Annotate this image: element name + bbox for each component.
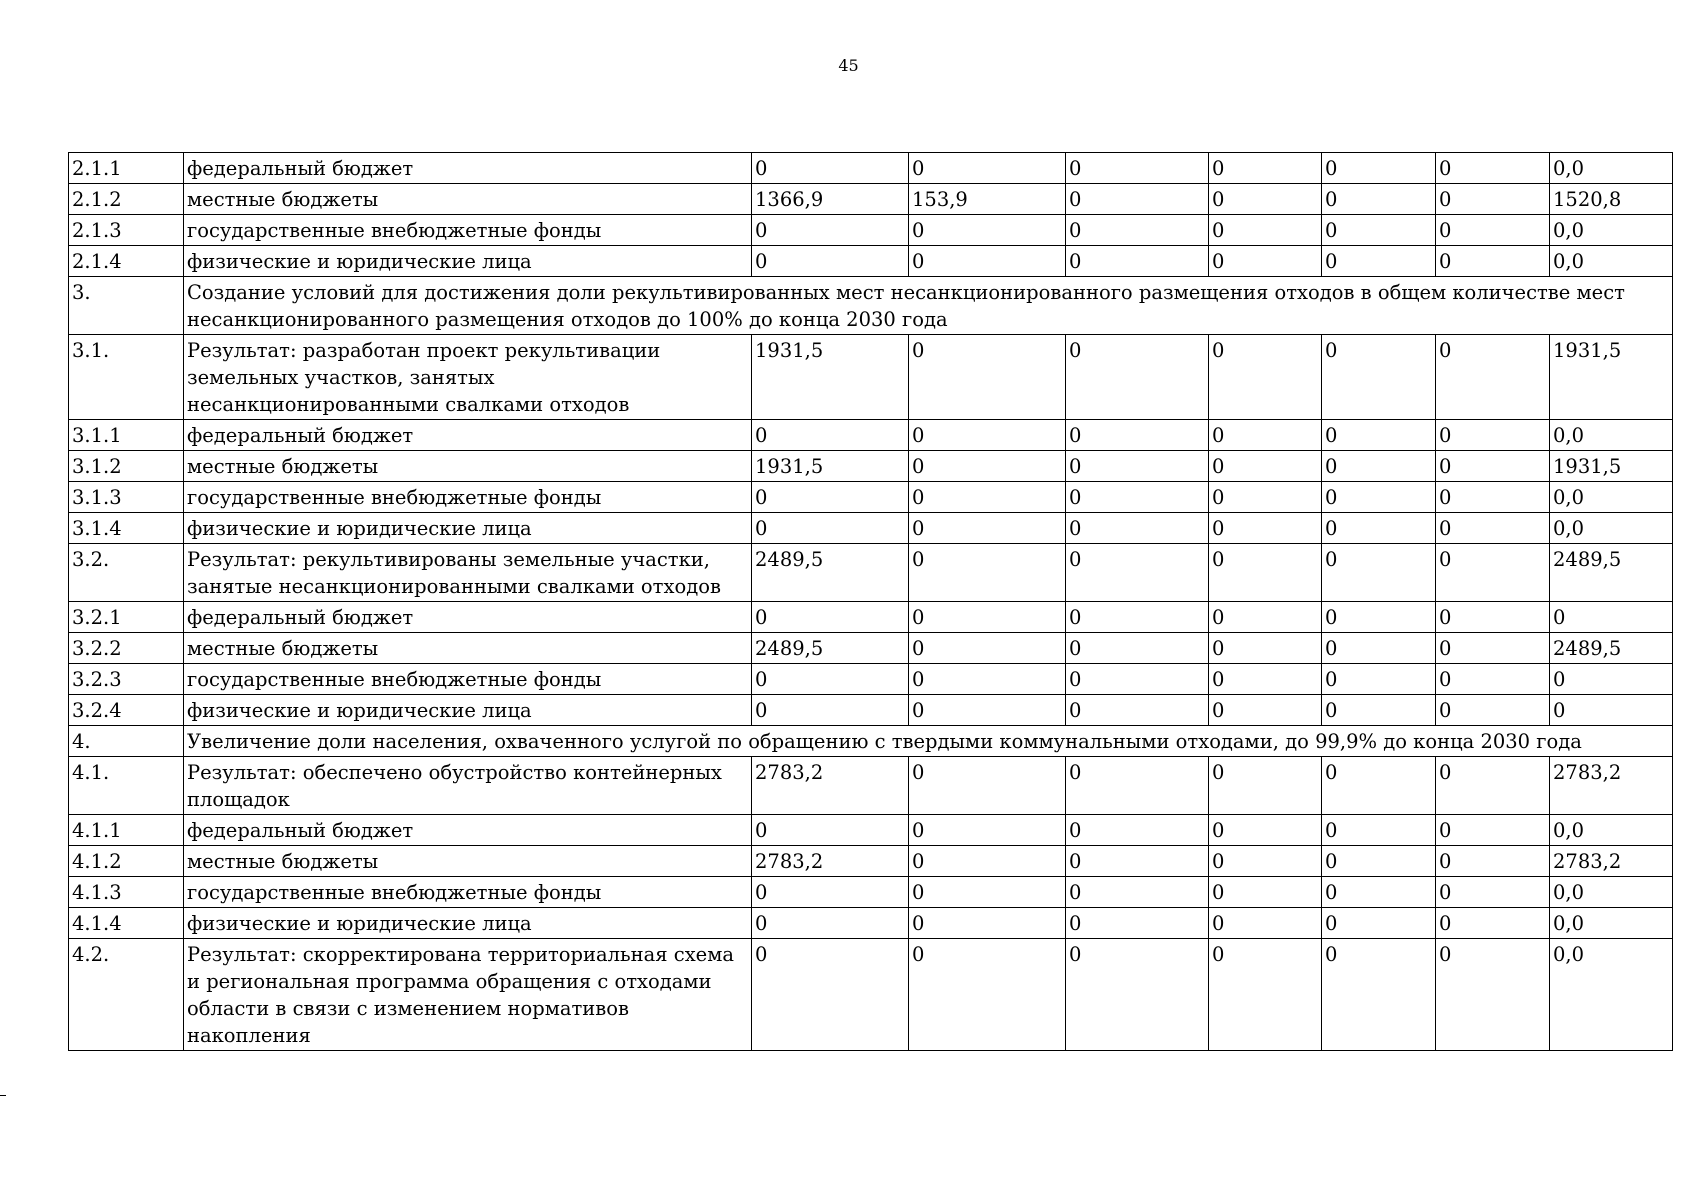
row-code-cell: 3. <box>69 277 184 335</box>
value-cell: 0 <box>1322 695 1436 726</box>
table-row <box>69 513 1673 544</box>
value-cell: 0 <box>752 153 909 184</box>
value-cell: 0 <box>1436 513 1550 544</box>
row-name-cell: Результат: скорректирована территориальная схема и региональная программа обращения с отходами области в связи с изменением нормативов накопления <box>184 939 752 1051</box>
row-name-cell: физические и юридические лица <box>184 513 752 544</box>
value-cell: 0 <box>752 664 909 695</box>
value-cell: 0,0 <box>1550 908 1673 939</box>
value-cell: 0 <box>1209 482 1322 513</box>
value-cell: 0 <box>1066 633 1209 664</box>
value-cell: 0 <box>752 877 909 908</box>
value-cell: 0 <box>1066 815 1209 846</box>
value-cell: 0 <box>1209 939 1322 1051</box>
row-code-cell: 4. <box>69 726 184 757</box>
row-name-cell: федеральный бюджет <box>184 815 752 846</box>
table-row <box>69 482 1673 513</box>
value-cell: 0,0 <box>1550 215 1673 246</box>
value-cell: 0 <box>1066 153 1209 184</box>
row-code-cell: 2.1.4 <box>69 246 184 277</box>
value-cell: 0 <box>909 908 1066 939</box>
value-cell: 0 <box>1322 877 1436 908</box>
value-cell: 0 <box>909 451 1066 482</box>
value-cell: 1931,5 <box>752 335 909 420</box>
value-cell: 0,0 <box>1550 420 1673 451</box>
value-cell: 0 <box>1209 602 1322 633</box>
budget-table <box>68 152 1673 1051</box>
value-cell: 0 <box>1209 757 1322 815</box>
value-cell: 0 <box>1322 420 1436 451</box>
row-name-cell: федеральный бюджет <box>184 420 752 451</box>
row-code-cell: 3.1.4 <box>69 513 184 544</box>
row-name-cell: государственные внебюджетные фонды <box>184 482 752 513</box>
value-cell: 0 <box>1066 846 1209 877</box>
row-name-cell: государственные внебюджетные фонды <box>184 877 752 908</box>
row-code-cell: 3.2.4 <box>69 695 184 726</box>
value-cell: 0 <box>1436 482 1550 513</box>
value-cell: 0 <box>909 846 1066 877</box>
table-row <box>69 451 1673 482</box>
value-cell: 2489,5 <box>752 544 909 602</box>
table-row <box>69 335 1673 420</box>
table-row <box>69 277 1673 335</box>
row-code-cell: 3.2.3 <box>69 664 184 695</box>
value-cell: 0 <box>909 544 1066 602</box>
value-cell: 2489,5 <box>752 633 909 664</box>
value-cell: 0 <box>1322 664 1436 695</box>
value-cell: 0 <box>1209 544 1322 602</box>
value-cell: 0 <box>1066 757 1209 815</box>
table-row <box>69 602 1673 633</box>
value-cell: 0 <box>1209 420 1322 451</box>
value-cell: 0 <box>1436 602 1550 633</box>
value-cell: 0 <box>1436 695 1550 726</box>
value-cell: 0 <box>1209 513 1322 544</box>
value-cell: 0 <box>909 153 1066 184</box>
value-cell: 0 <box>909 215 1066 246</box>
row-code-cell: 2.1.2 <box>69 184 184 215</box>
row-name-cell: физические и юридические лица <box>184 695 752 726</box>
row-name-cell: местные бюджеты <box>184 633 752 664</box>
value-cell: 0 <box>752 908 909 939</box>
value-cell: 0 <box>1436 939 1550 1051</box>
row-name-cell: Результат: обеспечено обустройство контейнерных площадок <box>184 757 752 815</box>
value-cell: 0,0 <box>1550 246 1673 277</box>
table-row <box>69 544 1673 602</box>
value-cell: 0 <box>1322 757 1436 815</box>
value-cell: 0 <box>1322 513 1436 544</box>
value-cell: 0 <box>1209 451 1322 482</box>
value-cell: 0 <box>1209 335 1322 420</box>
value-cell: 0 <box>1066 215 1209 246</box>
value-cell: 0 <box>1550 664 1673 695</box>
value-cell: 0 <box>1066 695 1209 726</box>
value-cell: 1931,5 <box>1550 451 1673 482</box>
value-cell: 0 <box>1436 664 1550 695</box>
value-cell: 0 <box>909 513 1066 544</box>
table-body <box>69 153 1673 1051</box>
value-cell: 2489,5 <box>1550 633 1673 664</box>
value-cell: 0 <box>1209 246 1322 277</box>
table-row <box>69 846 1673 877</box>
value-cell: 0 <box>909 420 1066 451</box>
value-cell: 0 <box>1209 664 1322 695</box>
value-cell: 0,0 <box>1550 482 1673 513</box>
table-row <box>69 153 1673 184</box>
row-code-cell: 4.1.1 <box>69 815 184 846</box>
value-cell: 0 <box>1322 939 1436 1051</box>
value-cell: 0 <box>1436 877 1550 908</box>
value-cell: 0 <box>909 757 1066 815</box>
value-cell: 0 <box>1066 420 1209 451</box>
value-cell: 0 <box>752 602 909 633</box>
value-cell: 0,0 <box>1550 815 1673 846</box>
value-cell: 0 <box>1209 633 1322 664</box>
table-row <box>69 695 1673 726</box>
value-cell: 0 <box>1436 335 1550 420</box>
table-row <box>69 877 1673 908</box>
value-cell: 0 <box>1066 513 1209 544</box>
value-cell: 0 <box>1322 602 1436 633</box>
table-row <box>69 939 1673 1051</box>
value-cell: 0,0 <box>1550 939 1673 1051</box>
value-cell: 0 <box>1066 664 1209 695</box>
value-cell: 0,0 <box>1550 877 1673 908</box>
row-code-cell: 4.1. <box>69 757 184 815</box>
value-cell: 0 <box>1066 939 1209 1051</box>
row-name-cell: Результат: рекультивированы земельные участки, занятые несанкционированными свалками отходов <box>184 544 752 602</box>
row-name-cell: местные бюджеты <box>184 451 752 482</box>
table-row <box>69 633 1673 664</box>
table-row <box>69 215 1673 246</box>
row-name-cell: государственные внебюджетные фонды <box>184 664 752 695</box>
value-cell: 0 <box>1322 482 1436 513</box>
value-cell: 0 <box>909 633 1066 664</box>
value-cell: 0 <box>1209 877 1322 908</box>
value-cell: 0 <box>909 664 1066 695</box>
value-cell: 0 <box>1209 215 1322 246</box>
row-code-cell: 3.1.1 <box>69 420 184 451</box>
value-cell: 0 <box>1436 633 1550 664</box>
value-cell: 0 <box>909 939 1066 1051</box>
value-cell: 0 <box>1209 815 1322 846</box>
row-code-cell: 2.1.3 <box>69 215 184 246</box>
value-cell: 0 <box>1436 544 1550 602</box>
value-cell: 0 <box>1322 184 1436 215</box>
value-cell: 0 <box>752 815 909 846</box>
value-cell: 0 <box>1209 695 1322 726</box>
value-cell: 0 <box>1436 420 1550 451</box>
value-cell: 1366,9 <box>752 184 909 215</box>
value-cell: 0 <box>1066 602 1209 633</box>
value-cell: 1931,5 <box>752 451 909 482</box>
value-cell: 0 <box>1436 757 1550 815</box>
value-cell: 0 <box>909 695 1066 726</box>
table-row <box>69 184 1673 215</box>
row-name-cell: местные бюджеты <box>184 846 752 877</box>
value-cell: 0 <box>1066 544 1209 602</box>
value-cell: 0 <box>1066 184 1209 215</box>
value-cell: 0,0 <box>1550 513 1673 544</box>
row-code-cell: 4.1.2 <box>69 846 184 877</box>
value-cell: 153,9 <box>909 184 1066 215</box>
margin-mark <box>0 1095 6 1096</box>
value-cell: 0 <box>1066 482 1209 513</box>
value-cell: 0 <box>1550 602 1673 633</box>
value-cell: 0 <box>752 939 909 1051</box>
page-number: 45 <box>838 56 859 75</box>
value-cell: 0 <box>909 877 1066 908</box>
value-cell: 0 <box>752 215 909 246</box>
table-row <box>69 420 1673 451</box>
section-title-cell: Создание условий для достижения доли рекультивированных мест несанкционированного размещения отходов в общем количестве мест несанкционированного размещения отходов до 100% до конца 2030 года <box>184 277 1673 335</box>
value-cell: 0 <box>909 482 1066 513</box>
value-cell: 0 <box>1436 815 1550 846</box>
value-cell: 2783,2 <box>752 757 909 815</box>
value-cell: 0 <box>909 815 1066 846</box>
value-cell: 0 <box>752 513 909 544</box>
value-cell: 0 <box>1436 451 1550 482</box>
table-row <box>69 664 1673 695</box>
row-code-cell: 3.2.1 <box>69 602 184 633</box>
row-code-cell: 4.1.4 <box>69 908 184 939</box>
value-cell: 0 <box>1322 846 1436 877</box>
row-name-cell: федеральный бюджет <box>184 602 752 633</box>
value-cell: 0 <box>1066 335 1209 420</box>
value-cell: 0 <box>1322 451 1436 482</box>
row-code-cell: 2.1.1 <box>69 153 184 184</box>
value-cell: 0 <box>1550 695 1673 726</box>
row-code-cell: 4.2. <box>69 939 184 1051</box>
table-row <box>69 757 1673 815</box>
value-cell: 0 <box>1209 846 1322 877</box>
value-cell: 0 <box>909 335 1066 420</box>
value-cell: 0 <box>1322 153 1436 184</box>
value-cell: 0 <box>1436 908 1550 939</box>
value-cell: 0 <box>1066 246 1209 277</box>
table-row <box>69 815 1673 846</box>
value-cell: 0 <box>1436 153 1550 184</box>
value-cell: 2783,2 <box>752 846 909 877</box>
value-cell: 0 <box>1436 846 1550 877</box>
value-cell: 2783,2 <box>1550 757 1673 815</box>
value-cell: 0 <box>1322 215 1436 246</box>
value-cell: 0 <box>1322 246 1436 277</box>
value-cell: 0 <box>1209 908 1322 939</box>
value-cell: 0 <box>1436 246 1550 277</box>
value-cell: 0 <box>752 695 909 726</box>
value-cell: 0 <box>752 246 909 277</box>
value-cell: 0 <box>909 602 1066 633</box>
row-code-cell: 4.1.3 <box>69 877 184 908</box>
row-code-cell: 3.2. <box>69 544 184 602</box>
row-code-cell: 3.1.3 <box>69 482 184 513</box>
value-cell: 2783,2 <box>1550 846 1673 877</box>
value-cell: 2489,5 <box>1550 544 1673 602</box>
table-row <box>69 246 1673 277</box>
value-cell: 0 <box>909 246 1066 277</box>
row-name-cell: местные бюджеты <box>184 184 752 215</box>
value-cell: 1520,8 <box>1550 184 1673 215</box>
value-cell: 0 <box>1066 877 1209 908</box>
row-name-cell: государственные внебюджетные фонды <box>184 215 752 246</box>
value-cell: 1931,5 <box>1550 335 1673 420</box>
row-name-cell: Результат: разработан проект рекультивации земельных участков, занятых несанкционированными свалками отходов <box>184 335 752 420</box>
value-cell: 0 <box>1322 908 1436 939</box>
value-cell: 0 <box>1436 184 1550 215</box>
value-cell: 0 <box>1436 215 1550 246</box>
row-code-cell: 3.1.2 <box>69 451 184 482</box>
value-cell: 0 <box>1066 908 1209 939</box>
row-name-cell: физические и юридические лица <box>184 246 752 277</box>
section-title-cell: Увеличение доли населения, охваченного услугой по обращению с твердыми коммунальными отходами, до 99,9% до конца 2030 года <box>184 726 1673 757</box>
value-cell: 0 <box>1322 633 1436 664</box>
row-code-cell: 3.1. <box>69 335 184 420</box>
row-name-cell: федеральный бюджет <box>184 153 752 184</box>
table-row <box>69 726 1673 757</box>
value-cell: 0 <box>752 420 909 451</box>
value-cell: 0 <box>1322 544 1436 602</box>
value-cell: 0 <box>1322 335 1436 420</box>
value-cell: 0 <box>1209 184 1322 215</box>
row-code-cell: 3.2.2 <box>69 633 184 664</box>
value-cell: 0,0 <box>1550 153 1673 184</box>
row-name-cell: физические и юридические лица <box>184 908 752 939</box>
table-row <box>69 908 1673 939</box>
value-cell: 0 <box>1066 451 1209 482</box>
value-cell: 0 <box>1322 815 1436 846</box>
value-cell: 0 <box>752 482 909 513</box>
value-cell: 0 <box>1209 153 1322 184</box>
